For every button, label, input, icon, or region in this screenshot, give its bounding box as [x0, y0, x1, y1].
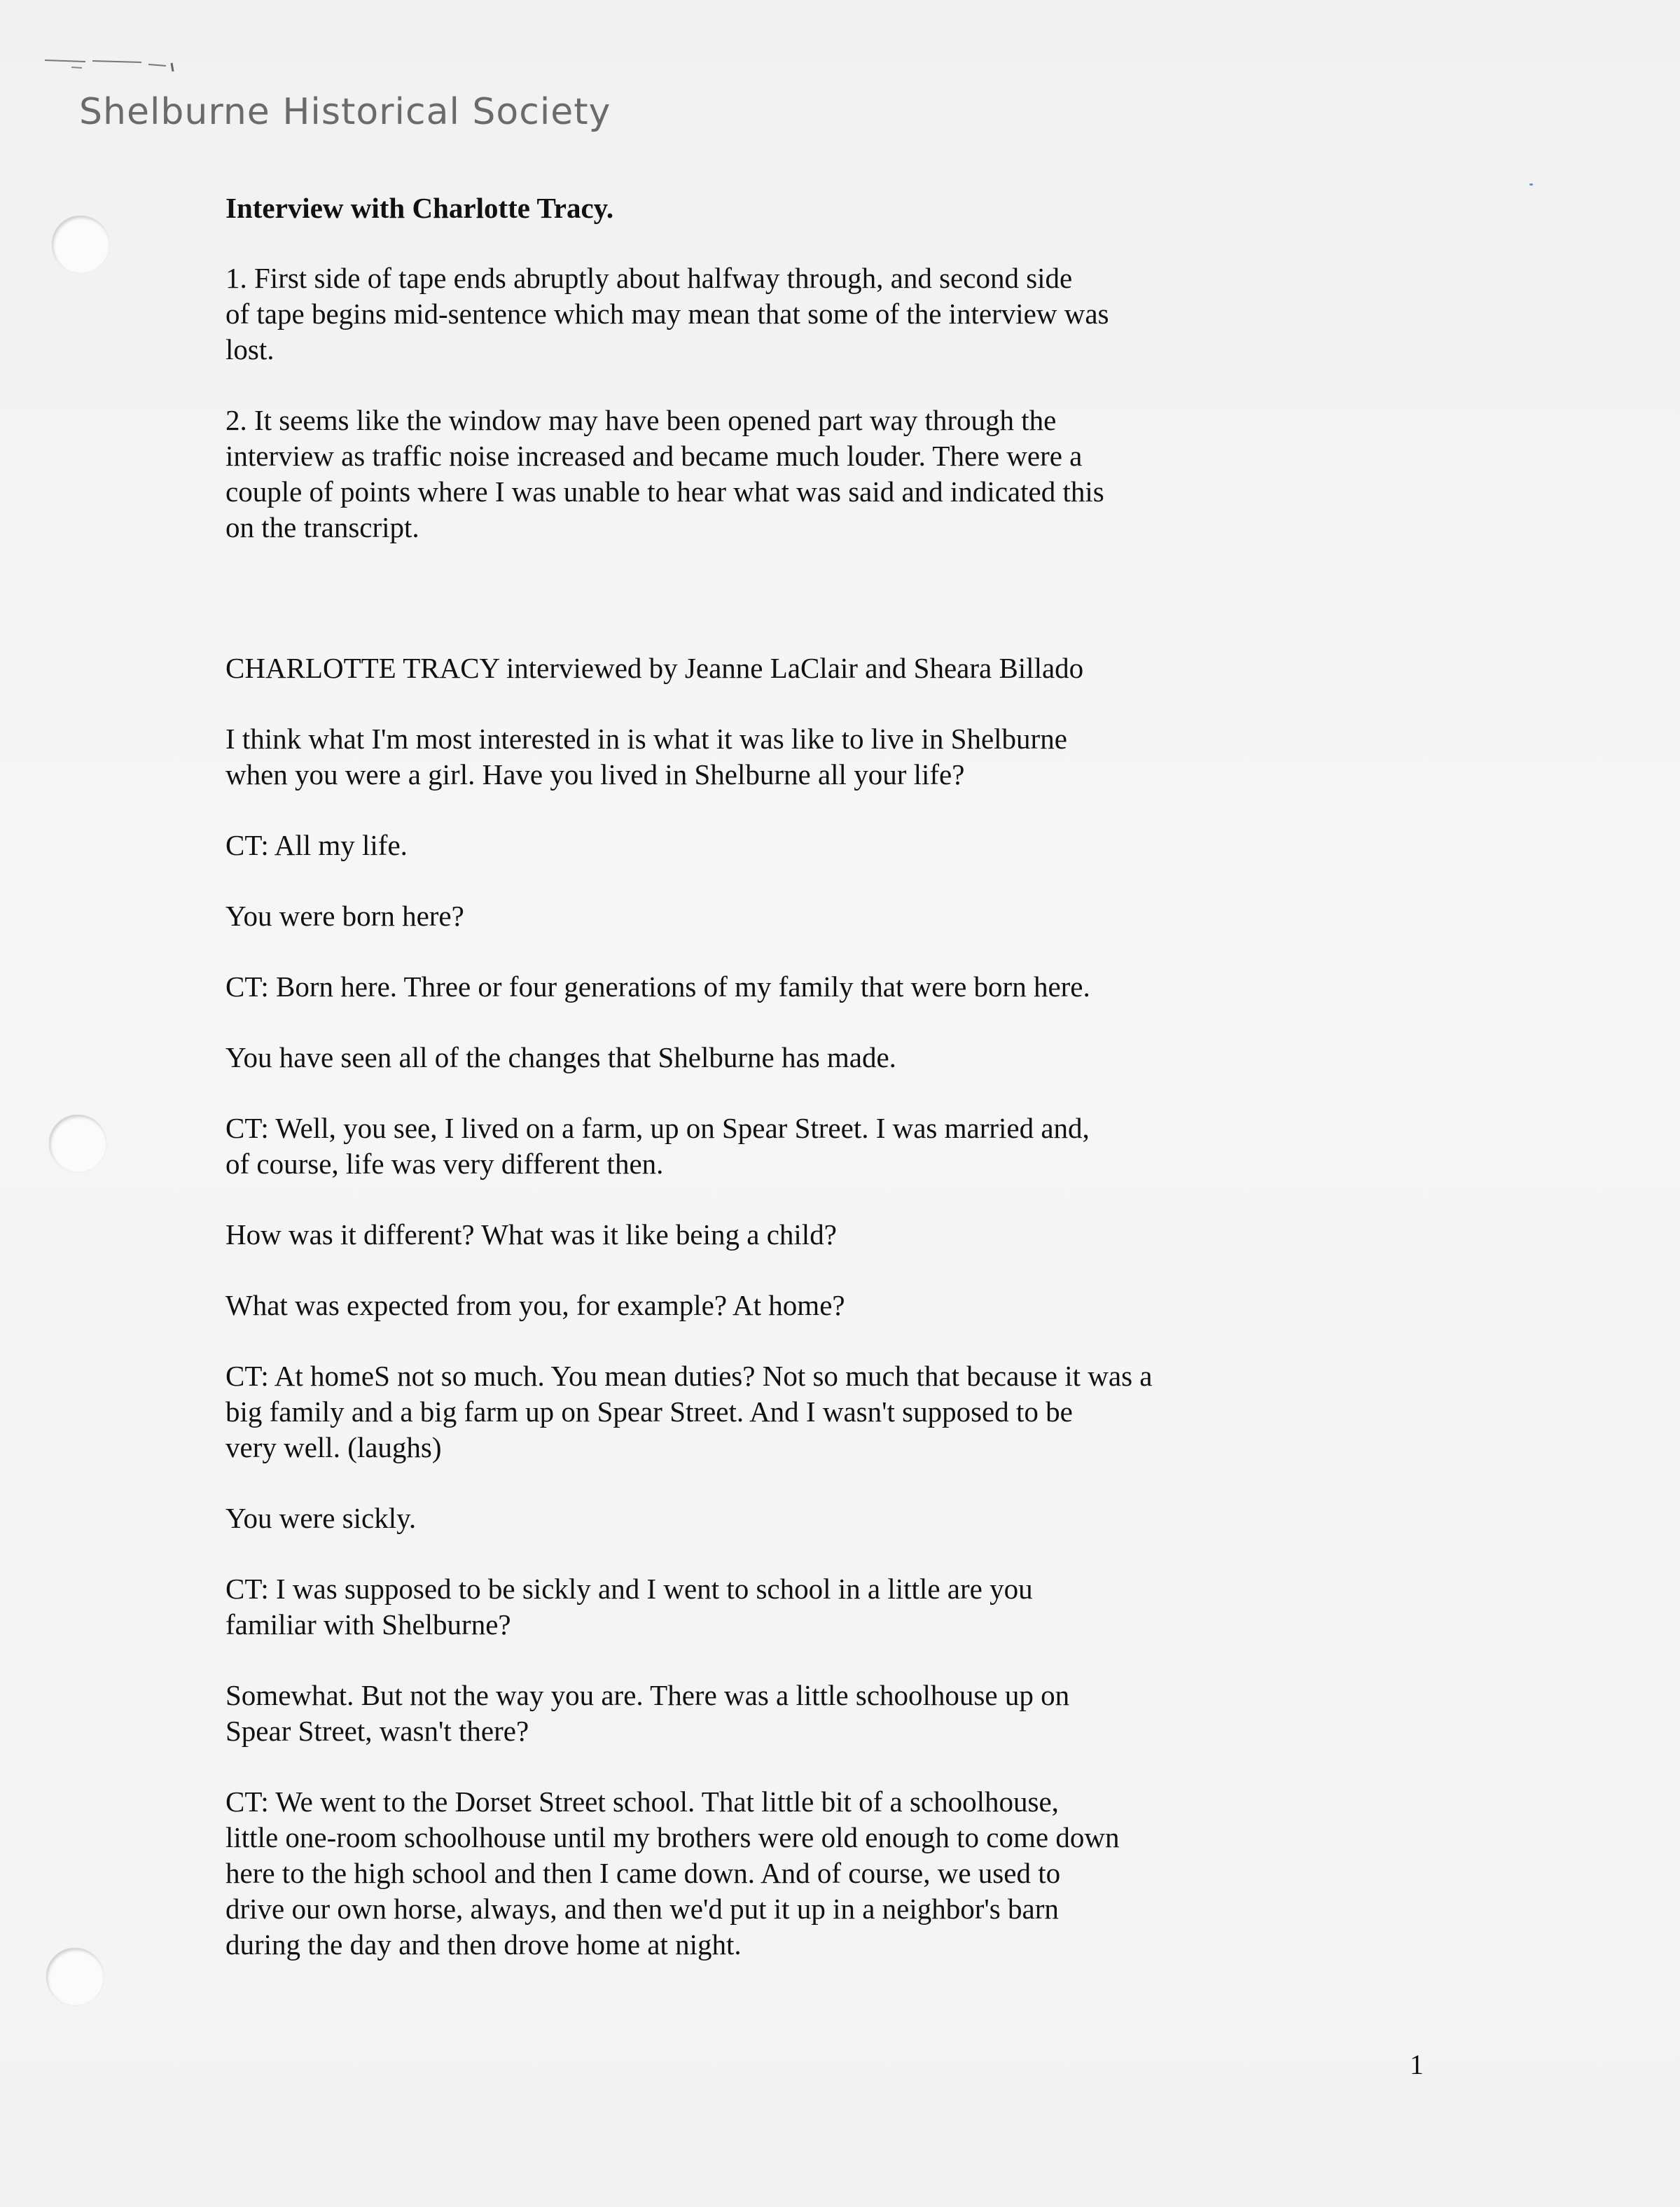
- scan-artifact-mark: [43, 56, 183, 77]
- page-number: 1: [1410, 2049, 1424, 2080]
- transcript-line: here to the high school and then I came down. And of course, we used to: [225, 1857, 1061, 1889]
- transcript-line: of course, life was very different then.: [225, 1148, 664, 1180]
- section-spacer: [225, 580, 1262, 650]
- transcript-paragraph: [225, 1217, 1262, 1253]
- transcript-line: CHARLOTTE TRACY interviewed by Jeanne LaClair and Sheara Billado: [225, 652, 1084, 684]
- transcript-line: What was expected from you, for example? At home?: [225, 1289, 845, 1321]
- transcript-paragraph: [225, 650, 1262, 686]
- note-line: interview as traffic noise increased and became much louder. There were a: [225, 440, 1083, 472]
- binder-punch-hole-middle: [49, 1115, 106, 1172]
- transcript-line: during the day and then drove home at night.: [225, 1928, 742, 1961]
- note-line: couple of points where I was unable to hear what was said and indicated this: [225, 475, 1104, 508]
- note-line: lost.: [225, 333, 275, 365]
- transcript-line: CT: Born here. Three or four generations of my family that were born here.: [225, 970, 1090, 1003]
- note-line: 1. First side of tape ends abruptly about halfway through, and second side: [225, 262, 1073, 294]
- transcript-line: when you were a girl. Have you lived in Shelburne all your life?: [225, 758, 965, 791]
- transcript-paragraph: [225, 1784, 1262, 1963]
- transcript-line: CT: I was supposed to be sickly and I went to school in a little are you: [225, 1573, 1033, 1605]
- transcript-paragraph: [225, 969, 1262, 1005]
- binder-punch-hole-bottom: [46, 1948, 104, 2005]
- transcript-line: CT: We went to the Dorset Street school. That little bit of a schoolhouse,: [225, 1785, 1059, 1818]
- transcript-paragraph: [225, 1501, 1262, 1536]
- transcript-paragraph: [225, 721, 1262, 793]
- transcript-line: You were sickly.: [225, 1502, 417, 1534]
- transcript-paragraph: [225, 898, 1262, 934]
- binder-punch-hole-top: [52, 216, 109, 273]
- transcript-line: You have seen all of the changes that Shelburne has made.: [225, 1041, 896, 1073]
- watermark-society-name: Shelburne Historical Society: [79, 91, 611, 133]
- note-line: 2. It seems like the window may have been opened part way through the: [225, 404, 1057, 436]
- interview-transcript: [225, 650, 1262, 1963]
- transcript-paragraph: [225, 1288, 1262, 1323]
- note-paragraph: [225, 403, 1262, 545]
- scan-speck: [1529, 183, 1533, 186]
- transcript-line: I think what I'm most interested in is what it was like to live in Shelburne: [225, 723, 1067, 755]
- transcript-line: Somewhat. But not the way you are. There was a little schoolhouse up on: [225, 1679, 1070, 1711]
- transcript-line: big family and a big farm up on Spear Street. And I wasn't supposed to be: [225, 1395, 1073, 1428]
- transcript-line: drive our own horse, always, and then we'd put it up in a neighbor's barn: [225, 1893, 1059, 1925]
- transcriber-notes: [225, 260, 1262, 545]
- transcript-line: familiar with Shelburne?: [225, 1608, 511, 1641]
- transcript-line: How was it different? What was it like being a child?: [225, 1218, 837, 1251]
- transcript-paragraph: [225, 1040, 1262, 1075]
- transcript-paragraph: [225, 1358, 1262, 1465]
- transcript-line: Spear Street, wasn't there?: [225, 1715, 529, 1747]
- transcript-paragraph: [225, 1678, 1262, 1749]
- transcript-line: very well. (laughs): [225, 1431, 442, 1463]
- note-line: on the transcript.: [225, 511, 419, 543]
- transcript-paragraph: [225, 1571, 1262, 1643]
- transcript-paragraph: [225, 1111, 1262, 1182]
- transcript-line: CT: Well, you see, I lived on a farm, up on Spear Street. I was married and,: [225, 1112, 1090, 1144]
- document-body: [225, 190, 1262, 1998]
- document-title: Interview with Charlotte Tracy.: [225, 192, 614, 224]
- transcript-line: CT: All my life.: [225, 829, 408, 861]
- note-line: of tape begins mid-sentence which may mean that some of the interview was: [225, 298, 1109, 330]
- note-paragraph: [225, 260, 1262, 368]
- transcript-line: You were born here?: [225, 900, 464, 932]
- transcript-paragraph: [225, 828, 1262, 863]
- transcript-line: little one-room schoolhouse until my brothers were old enough to come down: [225, 1821, 1120, 1853]
- transcript-line: CT: At homeS not so much. You mean duties? Not so much that because it was a: [225, 1360, 1153, 1392]
